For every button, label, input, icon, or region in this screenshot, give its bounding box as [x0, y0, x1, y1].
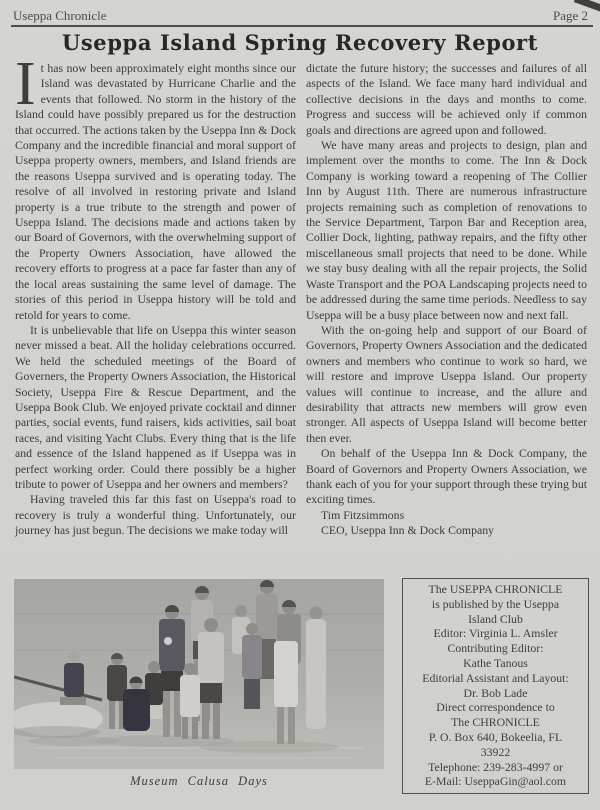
infobox-line: P. O. Box 640, Bokeelia, FL	[428, 729, 563, 744]
infobox-line: is published by the Useppa	[431, 596, 560, 611]
header-divider	[11, 25, 593, 27]
group-photo	[14, 579, 384, 769]
infobox-line: Editor: Virginia L. Amsler	[433, 626, 558, 641]
infobox-line: Contributing Editor:	[447, 641, 544, 656]
article-body	[15, 50, 587, 577]
infobox-line: Editorial Assistant and Layout:	[422, 670, 569, 685]
paragraph: Having traveled this far this fast on Useppa's road to recovery is truly a wonderful thing. Unfortunately, our journey has just begun. The decisions we make today will	[15, 492, 296, 538]
infobox-line: Kathe Tanous	[463, 655, 528, 670]
infobox-line: Telephone: 239-283-4997 or	[428, 759, 563, 774]
infobox-line: The CHRONICLE	[451, 715, 540, 730]
right-column	[306, 61, 587, 577]
person	[242, 623, 262, 709]
infobox-line: 33922	[480, 744, 511, 759]
signature-name: Tim Fitzsimmons	[321, 507, 405, 522]
paragraph: dictate the future history; the successes and failures of all aspects of the Island. We face many hard individual and collective decisions in the days and months to come. Progress and success will be achieved only if common goals and directions are agreed upon and followed.	[306, 61, 587, 137]
paragraph	[15, 50, 296, 323]
paragraph-text: t has now been approximately eight months since our Island was devastated by Hurricane Charlie and the events that followed. No storm in the history of the Island could have possibly prepared us for the destruction that occurred. The actions taken by the Useppa Inn & Dock Company and the incredible financial and moral support of Useppa property owners, members, and Island friends are the reasons Useppa survived and is operating today. The resolve of all involved in restoring private and Island property is a true tribute to the strength and power of Useppa Island. The decisions made and actions taken by our Board of Governors, with the overwhelming support of the Property Owners Association, have allowed the recovery efforts to progress at a pace far faster than any of the local areas sustaining the same level of damage. The stories of this period in Useppa history will be told and retold for years to come.	[15, 61, 296, 322]
paragraph: With the on-going help and support of our Board of Governors, Property Owners Association and the dedicated owners and members who continue to work so hard, we will restore and improve Useppa Island. Our property values will continue to increase, and the allure and desirability that attracts new members will grow even stronger. All aspects of Useppa Island will become better then ever.	[306, 322, 587, 445]
signature-title: CEO, Useppa Inn & Dock Company	[321, 523, 494, 538]
infobox-line: The USEPPA CHRONICLE	[428, 582, 563, 596]
left-column	[15, 50, 296, 577]
masthead-title: Useppa Chronicle	[13, 8, 107, 23]
infobox-line: Island Club	[468, 611, 523, 626]
paragraph: It is unbelievable that life on Useppa this winter season never missed a beat. All the holiday celebrations occurred. We held the scheduled meetings of the Board of Governers, the Property Owners Association, the Historical Society, Useppa Fire & Rescue Department, and the Useppa Book Club. We enjoyed private cocktail and dinner parties, social events, fund raisers, kids activities, sail boat races, and visiting Yacht Clubs. Every thing that is the life and essence of the Island happened as if Useppa was in perfect working order. Could there possibly be a higher tribute to power of Useppa and her owners and members?	[15, 322, 296, 491]
publication-info-box	[402, 578, 589, 794]
group-photo-illustration	[14, 579, 384, 769]
article-title: Useppa Island Spring Recovery Report	[61, 30, 539, 55]
masthead	[13, 8, 588, 24]
paragraph: On behalf of the Useppa Inn & Dock Company, the Board of Governors and Property Owners Association, we thank each of you for your support through these trying but exciting times.	[306, 446, 587, 507]
person	[306, 607, 326, 730]
paragraph: We have many areas and projects to design, plan and implement over the months to come. The Inn & Dock Company is working toward a reopening of The Collier Inn by August 11th. There are numerous infrastructure projects remaining such as completion of renovations to the Service Department, Tarpon Bar and Reception area, Collier Dock, lighting, pathway repairs, and the fifty other miscellaneous small projects that need to be done. While we stay busy dealing with all the repair projects, the Solid Waste Transport and the POA Landscaping projects need to be addressed during the same time periods. Needless to say Useppa will be a busy place between now and next fall.	[306, 138, 587, 322]
page-number: Page 2	[552, 8, 588, 23]
infobox-line: Direct correspondence to	[436, 700, 555, 715]
infobox-line: E-Mail: UseppaGin@aol.com	[424, 774, 567, 789]
photo-caption: Museum Calusa Days	[130, 774, 268, 788]
drop-cap: I	[15, 50, 36, 118]
infobox-line: Dr. Bob Lade	[463, 685, 528, 700]
